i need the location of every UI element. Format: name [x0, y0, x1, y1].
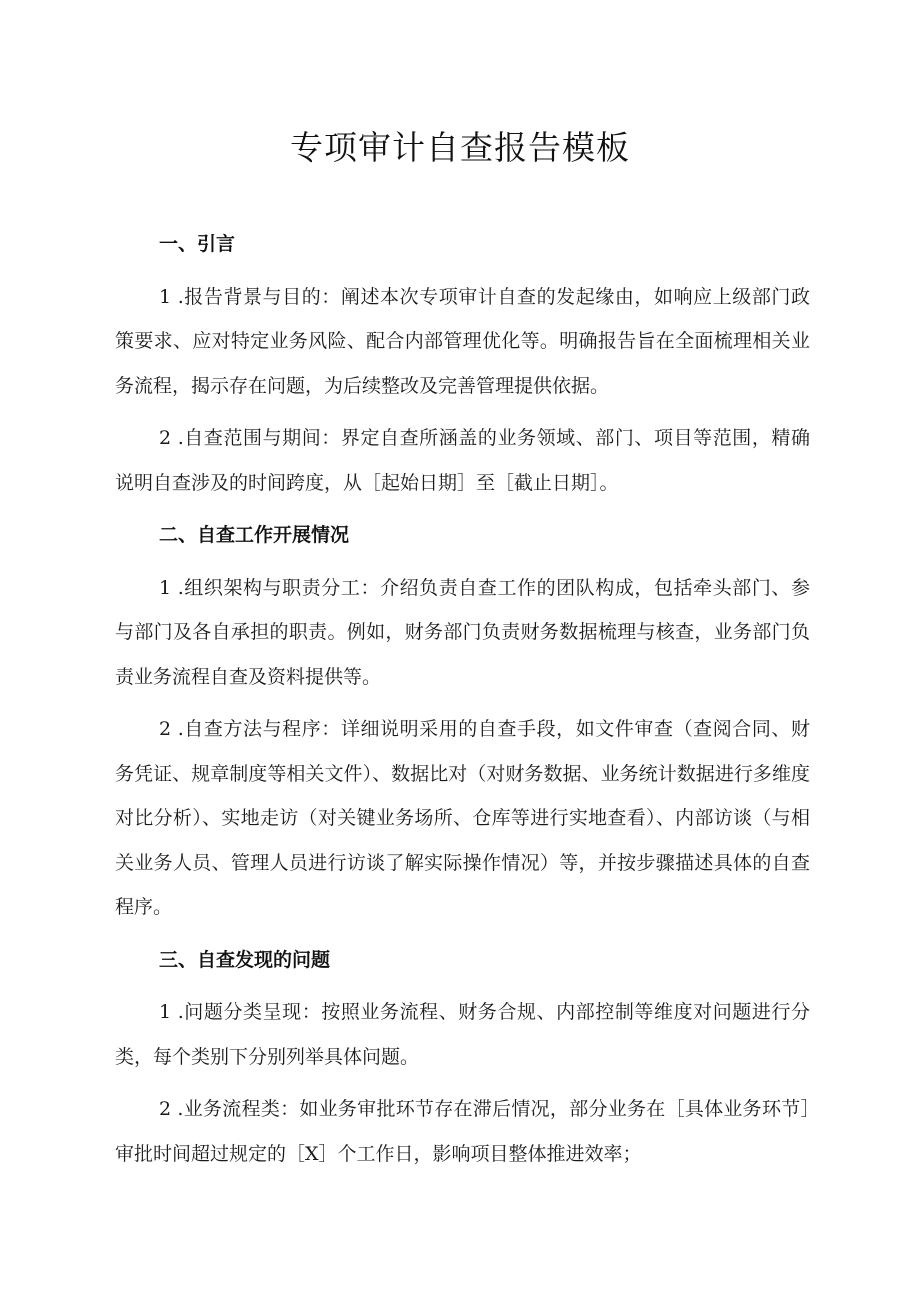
section-heading-introduction: 一、引言: [159, 233, 236, 255]
paragraph-background-purpose: 1 .报告背景与目的：阐述本次专项审计自查的发起缘由，如响应上级部门政策要求、应对特定业务风险、配合内部管理优化等。明确报告旨在全面梳理相关业务流程，揭示存在问题，为后续整改及完善管理提供依据。: [115, 285, 810, 397]
section-heading-work-progress: 二、自查工作开展情况: [159, 524, 350, 546]
paragraph-scope-period: 2 .自查范围与期间：界定自查所涵盖的业务领域、部门、项目等范围，精确说明自查涉及的时间跨度，从［起始日期］至［截止日期］。: [115, 427, 810, 494]
document-title: 专项审计自查报告模板: [290, 128, 630, 167]
section-heading-issues-found: 三、自查发现的问题: [159, 948, 331, 971]
paragraph-methods-procedures: 2 .自查方法与程序：详细说明采用的自查手段，如文件审查（查阅合同、财务凭证、规章制度等相关文件）、数据比对（对财务数据、业务统计数据进行多维度对比分析）、实地走访（对关键业务场所、仓库等进行实地查看）、内部访谈（与相关业务人员、管理人员进行访谈了解实际操作情况）等，并按步骤描述具体的自查程序。: [115, 718, 810, 918]
paragraph-organization-duties: 1 .组织架构与职责分工：介绍负责自查工作的团队构成，包括牵头部门、参与部门及各自承担的职责。例如，财务部门负责财务数据梳理与核查，业务部门负责业务流程自查及资料提供等。: [115, 576, 810, 688]
document-body: [115, 222, 810, 1176]
paragraph-issue-classification: 1 .问题分类呈现：按照业务流程、财务合规、内部控制等维度对问题进行分类，每个类别下分别列举具体问题。: [115, 1001, 810, 1068]
paragraph-business-process-issues: 2 .业务流程类：如业务审批环节存在滞后情况，部分业务在［具体业务环节］审批时间超过规定的［X］个工作日，影响项目整体推进效率；: [115, 1098, 810, 1165]
